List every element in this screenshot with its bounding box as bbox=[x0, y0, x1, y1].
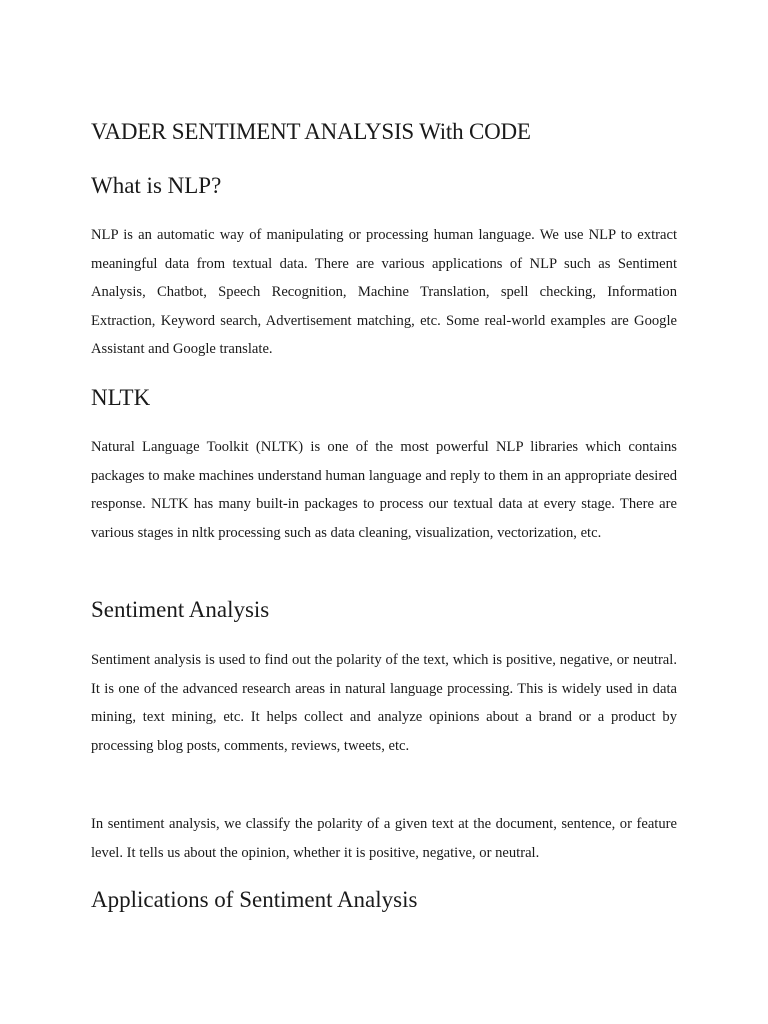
paragraph-sentiment-analysis-1: Sentiment analysis is used to find out the polarity of the text, which is positive, negative, or neutral. It is one of the advanced research areas in natural language processing. This is widely used in data mining, text mining, etc. It helps collect and analyze opinions about a brand or a product by processing blog posts, comments, reviews, tweets, etc. bbox=[91, 652, 677, 754]
paragraph-nltk: Natural Language Toolkit (NLTK) is one of the most powerful NLP libraries which contains packages to make machines understand human language and reply to them in an appropriate desired response. NLTK has many built-in packages to process our textual data at every stage. There are various stages in nltk processing such as data cleaning, visualization, vectorization, etc. bbox=[91, 439, 677, 541]
document-title: VADER SENTIMENT ANALYSIS With CODE bbox=[91, 119, 531, 144]
section-heading-nltk: NLTK bbox=[91, 385, 151, 410]
section-heading-applications: Applications of Sentiment Analysis bbox=[91, 887, 418, 912]
paragraph-sentiment-analysis-2: In sentiment analysis, we classify the polarity of a given text at the document, sentence, or feature level. It tells us about the opinion, whether it is positive, negative, or neutral. bbox=[91, 816, 677, 861]
paragraph-what-is-nlp: NLP is an automatic way of manipulating or processing human language. We use NLP to extract meaningful data from textual data. There are various applications of NLP such as Sentiment Analysis, Chatbot, Speech Recognition, Machine Translation, spell checking, Information Extraction, Keyword search, Advertisement matching, etc. Some real-world examples are Google Assistant and Google translate. bbox=[91, 227, 677, 358]
section-heading-sentiment-analysis: Sentiment Analysis bbox=[91, 597, 270, 622]
section-heading-what-is-nlp: What is NLP? bbox=[91, 173, 222, 198]
